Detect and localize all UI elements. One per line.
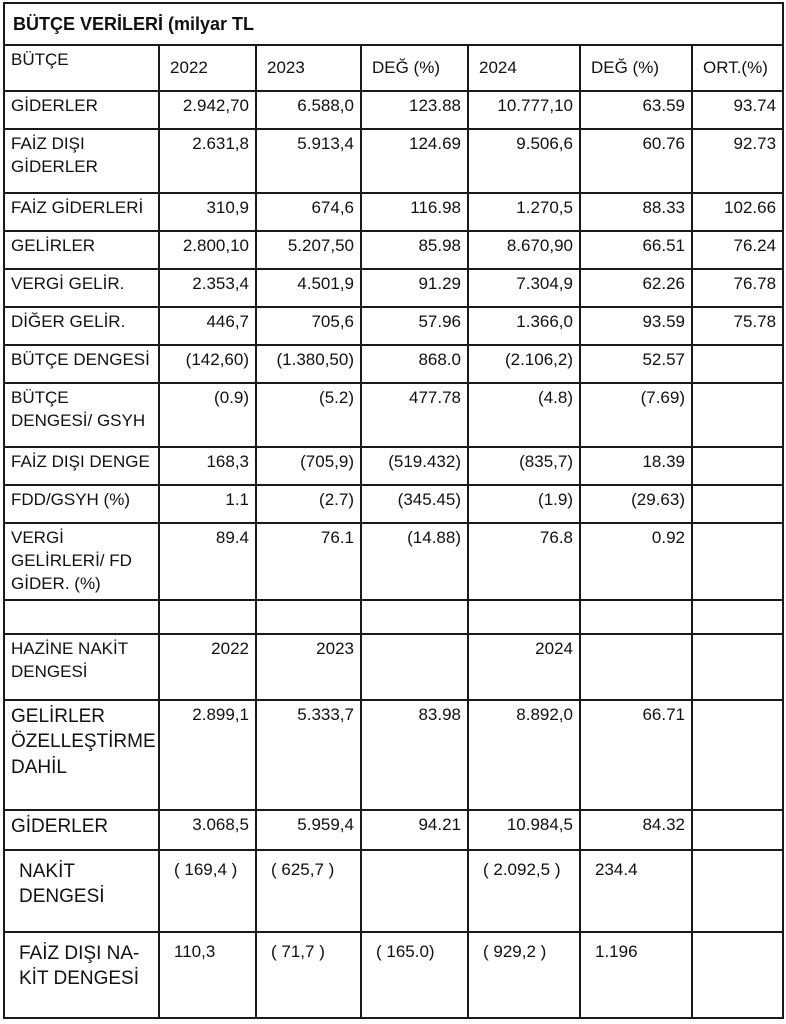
table-cell: ( 929,2 ) (468, 932, 580, 1018)
table-cell: 674,6 (256, 193, 361, 231)
table-cell: 1.366,0 (468, 307, 580, 345)
table-cell: 5.207,50 (256, 231, 361, 269)
table-row (4, 447, 783, 485)
table-cell: 92.73 (692, 129, 783, 193)
row-label: VERGİ GELİRLERİ/ FD GİDER. (%) (4, 523, 159, 600)
table-row (4, 231, 783, 269)
table-cell: (705,9) (256, 447, 361, 485)
table-row (4, 810, 783, 850)
header-cell: 2024 (468, 45, 580, 91)
row-label: FAİZ DIŞI NA- KİT DENGESİ (4, 932, 159, 1018)
table-cell: 60.76 (580, 129, 692, 193)
table-cell: 116.98 (361, 193, 468, 231)
table-cell: 93.59 (580, 307, 692, 345)
table-cell: ( 169,4 ) (159, 850, 256, 932)
table-cell: 310,9 (159, 193, 256, 231)
table-cell: 124.69 (361, 129, 468, 193)
table-row (4, 129, 783, 193)
table-cell (692, 700, 783, 810)
empty-cell (580, 600, 692, 634)
table-cell (692, 810, 783, 850)
table-cell: ( 625,7 ) (256, 850, 361, 932)
header-cell: BÜTÇE (4, 45, 159, 91)
header-cell: DEĞ (%) (361, 45, 468, 91)
row-label: BÜTÇE DENGESİ/ GSYH (4, 383, 159, 447)
table-cell: 168,3 (159, 447, 256, 485)
header-cell: 2023 (256, 45, 361, 91)
table-title: BÜTÇE VERİLERİ (milyar TL (4, 3, 783, 45)
table-cell: 76.1 (256, 523, 361, 600)
row-label: DİĞER GELİR. (4, 307, 159, 345)
table-cell (692, 932, 783, 1018)
table-cell: 84.32 (580, 810, 692, 850)
table-cell: 93.74 (692, 91, 783, 129)
table-cell: 2.800,10 (159, 231, 256, 269)
row-label: VERGİ GELİR. (4, 269, 159, 307)
table-cell: 9.506,6 (468, 129, 580, 193)
empty-cell (361, 600, 468, 634)
table-cell: 2.899,1 (159, 700, 256, 810)
table-cell: (5.2) (256, 383, 361, 447)
table-cell: 477.78 (361, 383, 468, 447)
table-cell: 3.068,5 (159, 810, 256, 850)
table-cell: 5.959,4 (256, 810, 361, 850)
table-cell (692, 485, 783, 523)
table-cell: (0.9) (159, 383, 256, 447)
table-cell: 5.913,4 (256, 129, 361, 193)
empty-cell (692, 600, 783, 634)
empty-cell (256, 600, 361, 634)
table-cell: 91.29 (361, 269, 468, 307)
empty-cell (159, 600, 256, 634)
table-cell: 10.777,10 (468, 91, 580, 129)
row-label: FAİZ DIŞI GİDERLER (4, 129, 159, 193)
table-cell: 66.51 (580, 231, 692, 269)
table-cell: 0.92 (580, 523, 692, 600)
table-row (4, 91, 783, 129)
table-cell: 18.39 (580, 447, 692, 485)
table-cell: (835,7) (468, 447, 580, 485)
table-cell (692, 345, 783, 383)
table-cell: 5.333,7 (256, 700, 361, 810)
table-cell: (345.45) (361, 485, 468, 523)
header-cell: 2022 (159, 634, 256, 700)
table-cell: 2.353,4 (159, 269, 256, 307)
row-label: NAKİT DENGESİ (4, 850, 159, 932)
table-cell: 868.0 (361, 345, 468, 383)
table-row (4, 383, 783, 447)
table-cell: 89.4 (159, 523, 256, 600)
table-cell: 76.78 (692, 269, 783, 307)
table-cell: 4.501,9 (256, 269, 361, 307)
row-label: GELİRLER ÖZELLEŞTİRME DAHİL (4, 700, 159, 810)
table-cell: (1.380,50) (256, 345, 361, 383)
header-cell (361, 634, 468, 700)
table-cell: 6.588,0 (256, 91, 361, 129)
table-cell: 10.984,5 (468, 810, 580, 850)
table-row (4, 850, 783, 932)
table-cell: ( 2.092,5 ) (468, 850, 580, 932)
table-row (4, 523, 783, 600)
budget-table (3, 2, 784, 1019)
header-cell: DEĞ (%) (580, 45, 692, 91)
table-row (4, 700, 783, 810)
table-cell: 66.71 (580, 700, 692, 810)
table-cell: 1.1 (159, 485, 256, 523)
table-cell: 705,6 (256, 307, 361, 345)
table-row (4, 932, 783, 1018)
table-row (4, 307, 783, 345)
row-label: FAİZ DIŞI DENGE (4, 447, 159, 485)
header-cell (580, 634, 692, 700)
table-cell: (142,60) (159, 345, 256, 383)
table-cell (692, 523, 783, 600)
table-cell: 8.892,0 (468, 700, 580, 810)
table-cell: (29.63) (580, 485, 692, 523)
header-row (4, 45, 783, 91)
header-cell: 2022 (159, 45, 256, 91)
empty-cell (4, 600, 159, 634)
row-label: BÜTÇE DENGESİ (4, 345, 159, 383)
row-label: GELİRLER (4, 231, 159, 269)
table-cell: (1.9) (468, 485, 580, 523)
table-cell: 7.304,9 (468, 269, 580, 307)
header-cell (692, 634, 783, 700)
table-cell: (2.7) (256, 485, 361, 523)
table-cell: 94.21 (361, 810, 468, 850)
budget-table-body (4, 3, 783, 1018)
table-cell: 76.8 (468, 523, 580, 600)
spacer-row (4, 600, 783, 634)
table-cell (692, 383, 783, 447)
table-cell: (7.69) (580, 383, 692, 447)
table-cell: (519.432) (361, 447, 468, 485)
table-cell: 446,7 (159, 307, 256, 345)
table-cell: 123.88 (361, 91, 468, 129)
table-cell: 63.59 (580, 91, 692, 129)
table-row (4, 193, 783, 231)
table-cell (361, 850, 468, 932)
row-label: FAİZ GİDERLERİ (4, 193, 159, 231)
empty-cell (468, 600, 580, 634)
table-cell: (2.106,2) (468, 345, 580, 383)
table-cell: 8.670,90 (468, 231, 580, 269)
table-cell (692, 850, 783, 932)
table-cell: 2.942,70 (159, 91, 256, 129)
table-cell: 1.270,5 (468, 193, 580, 231)
table-cell: (14.88) (361, 523, 468, 600)
table-cell: 62.26 (580, 269, 692, 307)
header-cell: 2023 (256, 634, 361, 700)
table-cell: 75.78 (692, 307, 783, 345)
table-cell: 57.96 (361, 307, 468, 345)
table-cell: 85.98 (361, 231, 468, 269)
table-cell (692, 447, 783, 485)
table-cell: 234.4 (580, 850, 692, 932)
table-cell: 110,3 (159, 932, 256, 1018)
row-label: GİDERLER (4, 91, 159, 129)
table-cell: 102.66 (692, 193, 783, 231)
row-label: FDD/GSYH (%) (4, 485, 159, 523)
treasury-header-row (4, 634, 783, 700)
table-row (4, 485, 783, 523)
table-cell: 2.631,8 (159, 129, 256, 193)
header-cell: ORT.(%) (692, 45, 783, 91)
row-label: HAZİNE NAKİT DENGESİ (4, 634, 159, 700)
row-label: GİDERLER (4, 810, 159, 850)
table-row (4, 345, 783, 383)
table-cell: ( 71,7 ) (256, 932, 361, 1018)
table-row (4, 269, 783, 307)
table-cell: 88.33 (580, 193, 692, 231)
table-cell: 83.98 (361, 700, 468, 810)
table-cell: ( 165.0) (361, 932, 468, 1018)
table-cell: 1.196 (580, 932, 692, 1018)
header-cell: 2024 (468, 634, 580, 700)
table-cell: (4.8) (468, 383, 580, 447)
title-row (4, 3, 783, 45)
table-cell: 76.24 (692, 231, 783, 269)
table-cell: 52.57 (580, 345, 692, 383)
